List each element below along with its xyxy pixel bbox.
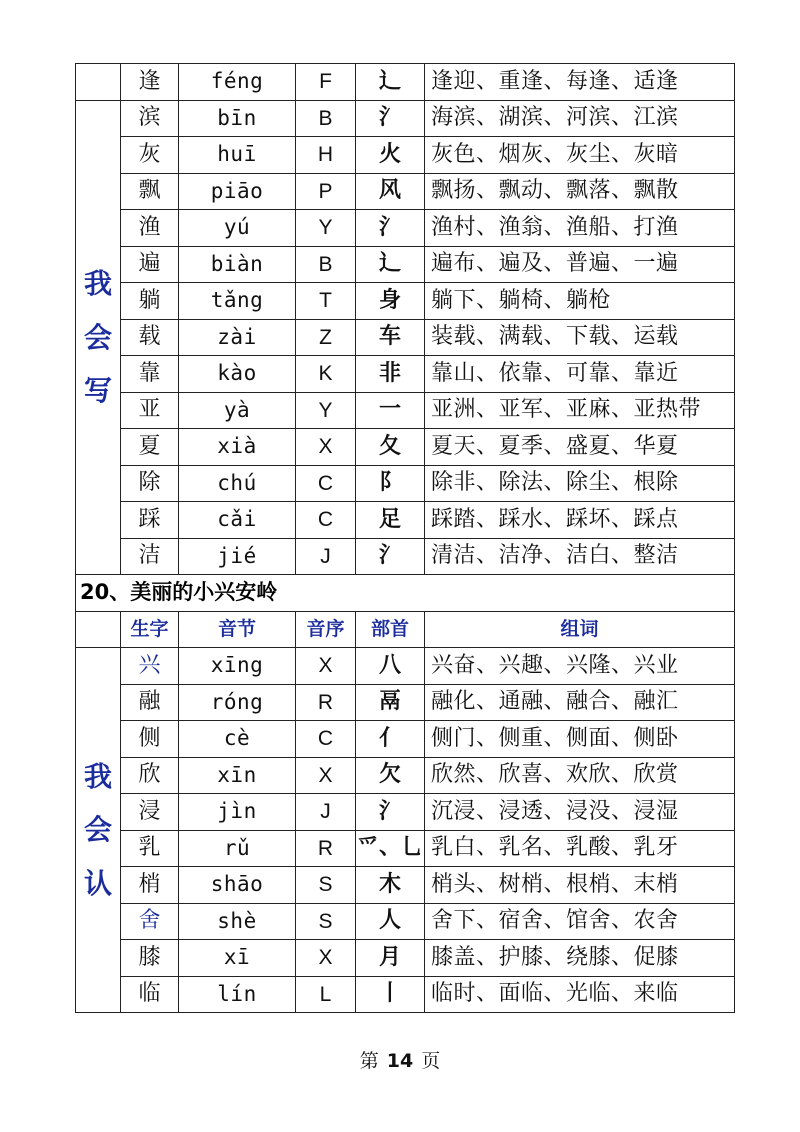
seq-cell: C [296, 465, 356, 502]
pinyin-cell: rǔ [179, 830, 296, 867]
header-blank [76, 611, 121, 648]
radical-cell: 车 [356, 319, 425, 356]
table-row [76, 903, 735, 940]
side-label-cell [76, 648, 121, 1013]
pinyin-cell: chú [179, 465, 296, 502]
char-cell: 欣 [121, 757, 179, 794]
side-label-char: 会 [83, 320, 112, 354]
pinyin-cell: shāo [179, 867, 296, 904]
table-row [76, 429, 735, 466]
char-cell: 灰 [121, 137, 179, 174]
table-row [76, 794, 735, 831]
pinyin-cell: cè [179, 721, 296, 758]
seq-cell: Z [296, 319, 356, 356]
words-cell: 装载、满载、下载、运载 [425, 319, 735, 356]
side-label-char: 会 [83, 813, 112, 847]
radical-cell: 辶 [356, 64, 425, 101]
table-row [76, 648, 735, 685]
pinyin-cell: jié [179, 538, 296, 575]
char-cell: 夏 [121, 429, 179, 466]
table-row [76, 538, 735, 575]
char-cell: 洁 [121, 538, 179, 575]
radical-cell: 月 [356, 940, 425, 977]
char-cell: 躺 [121, 283, 179, 320]
words-cell: 清洁、洁净、洁白、整洁 [425, 538, 735, 575]
pinyin-cell: shè [179, 903, 296, 940]
table-row [76, 465, 735, 502]
char-cell: 逢 [121, 64, 179, 101]
words-cell: 侧门、侧重、侧面、侧卧 [425, 721, 735, 758]
seq-cell: X [296, 429, 356, 466]
table-row [76, 684, 735, 721]
char-cell: 滨 [121, 100, 179, 137]
pinyin-cell: piāo [179, 173, 296, 210]
char-cell: 踩 [121, 502, 179, 539]
char-cell: 载 [121, 319, 179, 356]
words-cell: 梢头、树梢、根梢、末梢 [425, 867, 735, 904]
words-cell: 膝盖、护膝、绕膝、促膝 [425, 940, 735, 977]
table-row [76, 246, 735, 283]
words-cell: 飘扬、飘动、飘落、飘散 [425, 173, 735, 210]
words-cell: 渔村、渔翁、渔船、打渔 [425, 210, 735, 247]
char-cell: 飘 [121, 173, 179, 210]
char-cell: 浸 [121, 794, 179, 831]
seq-cell: J [296, 538, 356, 575]
side-label-char: 写 [83, 373, 112, 407]
seq-cell: X [296, 940, 356, 977]
table-row [76, 721, 735, 758]
side-label-char: 我 [83, 267, 112, 301]
seq-cell: R [296, 684, 356, 721]
char-cell: 舍 [121, 903, 179, 940]
char-cell: 除 [121, 465, 179, 502]
radical-cell: 非 [356, 356, 425, 393]
radical-cell: 一 [356, 392, 425, 429]
footer-prefix: 第 [359, 1050, 379, 1072]
header-pinyin: 音节 [179, 611, 296, 648]
words-cell: 踩踏、踩水、踩坏、踩点 [425, 502, 735, 539]
char-cell: 梢 [121, 867, 179, 904]
char-cell: 靠 [121, 356, 179, 393]
radical-cell: 阝 [356, 465, 425, 502]
words-cell: 靠山、依靠、可靠、靠近 [425, 356, 735, 393]
words-cell: 融化、通融、融合、融汇 [425, 684, 735, 721]
pinyin-cell: biàn [179, 246, 296, 283]
pinyin-cell: huī [179, 137, 296, 174]
radical-cell: 欠 [356, 757, 425, 794]
char-cell: 遍 [121, 246, 179, 283]
pinyin-cell: zài [179, 319, 296, 356]
seq-cell: B [296, 100, 356, 137]
radical-cell: 风 [356, 173, 425, 210]
radical-cell: 氵 [356, 794, 425, 831]
table-row [76, 502, 735, 539]
vocabulary-sheet [75, 63, 734, 1013]
table-row [76, 830, 735, 867]
radical-cell: 火 [356, 137, 425, 174]
seq-cell: Y [296, 392, 356, 429]
pinyin-cell: xīn [179, 757, 296, 794]
seq-cell: T [296, 283, 356, 320]
seq-cell: B [296, 246, 356, 283]
side-label-char: 认 [83, 866, 112, 900]
seq-cell: F [296, 64, 356, 101]
table-row [76, 319, 735, 356]
seq-cell: J [296, 794, 356, 831]
table-row [76, 356, 735, 393]
words-cell: 除非、除法、除尘、根除 [425, 465, 735, 502]
pinyin-cell: xī [179, 940, 296, 977]
radical-cell: 爫、乚 [356, 830, 425, 867]
pinyin-cell: xīng [179, 648, 296, 685]
table-row [76, 757, 735, 794]
pinyin-cell: xià [179, 429, 296, 466]
seq-cell: C [296, 721, 356, 758]
radical-cell: 氵 [356, 210, 425, 247]
pinyin-cell: bīn [179, 100, 296, 137]
header-words: 组词 [425, 611, 735, 648]
words-cell: 遍布、遍及、普遍、一遍 [425, 246, 735, 283]
pinyin-cell: yà [179, 392, 296, 429]
radical-cell: 八 [356, 648, 425, 685]
words-cell: 夏天、夏季、盛夏、华夏 [425, 429, 735, 466]
words-cell: 兴奋、兴趣、兴隆、兴业 [425, 648, 735, 685]
words-cell: 灰色、烟灰、灰尘、灰暗 [425, 137, 735, 174]
seq-cell: C [296, 502, 356, 539]
table-row [76, 392, 735, 429]
char-cell: 兴 [121, 648, 179, 685]
radical-cell: 亻 [356, 721, 425, 758]
seq-cell: K [296, 356, 356, 393]
side-cell-blank [76, 64, 121, 101]
table-row [76, 100, 735, 137]
seq-cell: P [296, 173, 356, 210]
seq-cell: R [296, 830, 356, 867]
radical-cell: 夂 [356, 429, 425, 466]
table-row [76, 867, 735, 904]
seq-cell: S [296, 867, 356, 904]
pinyin-cell: lín [179, 976, 296, 1013]
seq-cell: Y [296, 210, 356, 247]
pinyin-cell: róng [179, 684, 296, 721]
radical-cell: 氵 [356, 100, 425, 137]
words-cell: 亚洲、亚军、亚麻、亚热带 [425, 392, 735, 429]
lesson-title-row [76, 575, 735, 612]
words-cell: 临时、面临、光临、来临 [425, 976, 735, 1013]
words-cell: 沉浸、浸透、浸没、浸湿 [425, 794, 735, 831]
pinyin-cell: tǎng [179, 283, 296, 320]
table-row [76, 283, 735, 320]
seq-cell: X [296, 648, 356, 685]
side-label-cell [76, 100, 121, 575]
pinyin-cell: jìn [179, 794, 296, 831]
words-cell: 舍下、宿舍、馆舍、农舍 [425, 903, 735, 940]
radical-cell: 辶 [356, 246, 425, 283]
footer-suffix: 页 [421, 1050, 441, 1072]
side-label-char: 我 [83, 760, 112, 794]
radical-cell: 鬲 [356, 684, 425, 721]
lesson-title: 20、美丽的小兴安岭 [76, 575, 735, 612]
vocabulary-table [75, 63, 735, 1013]
table-row [76, 137, 735, 174]
table-row [76, 173, 735, 210]
seq-cell: H [296, 137, 356, 174]
header-row [76, 611, 735, 648]
table-row [76, 940, 735, 977]
char-cell: 乳 [121, 830, 179, 867]
pinyin-cell: kào [179, 356, 296, 393]
table-row [76, 210, 735, 247]
words-cell: 海滨、湖滨、河滨、江滨 [425, 100, 735, 137]
header-radical: 部首 [356, 611, 425, 648]
pinyin-cell: cǎi [179, 502, 296, 539]
page-footer [0, 1046, 800, 1073]
radical-cell: 氵 [356, 538, 425, 575]
words-cell: 躺下、躺椅、躺枪 [425, 283, 735, 320]
char-cell: 亚 [121, 392, 179, 429]
char-cell: 融 [121, 684, 179, 721]
pinyin-cell: féng [179, 64, 296, 101]
table-row [76, 64, 735, 101]
words-cell: 乳白、乳名、乳酸、乳牙 [425, 830, 735, 867]
radical-cell: 木 [356, 867, 425, 904]
char-cell: 侧 [121, 721, 179, 758]
page-number: 14 [386, 1050, 414, 1072]
seq-cell: X [296, 757, 356, 794]
radical-cell: 足 [356, 502, 425, 539]
char-cell: 临 [121, 976, 179, 1013]
radical-cell: 丨 [356, 976, 425, 1013]
char-cell: 渔 [121, 210, 179, 247]
seq-cell: S [296, 903, 356, 940]
words-cell: 欣然、欣喜、欢欣、欣赏 [425, 757, 735, 794]
radical-cell: 身 [356, 283, 425, 320]
seq-cell: L [296, 976, 356, 1013]
pinyin-cell: yú [179, 210, 296, 247]
radical-cell: 人 [356, 903, 425, 940]
header-seq: 音序 [296, 611, 356, 648]
table-row [76, 976, 735, 1013]
words-cell: 逢迎、重逢、每逢、适逢 [425, 64, 735, 101]
char-cell: 膝 [121, 940, 179, 977]
header-char: 生字 [121, 611, 179, 648]
